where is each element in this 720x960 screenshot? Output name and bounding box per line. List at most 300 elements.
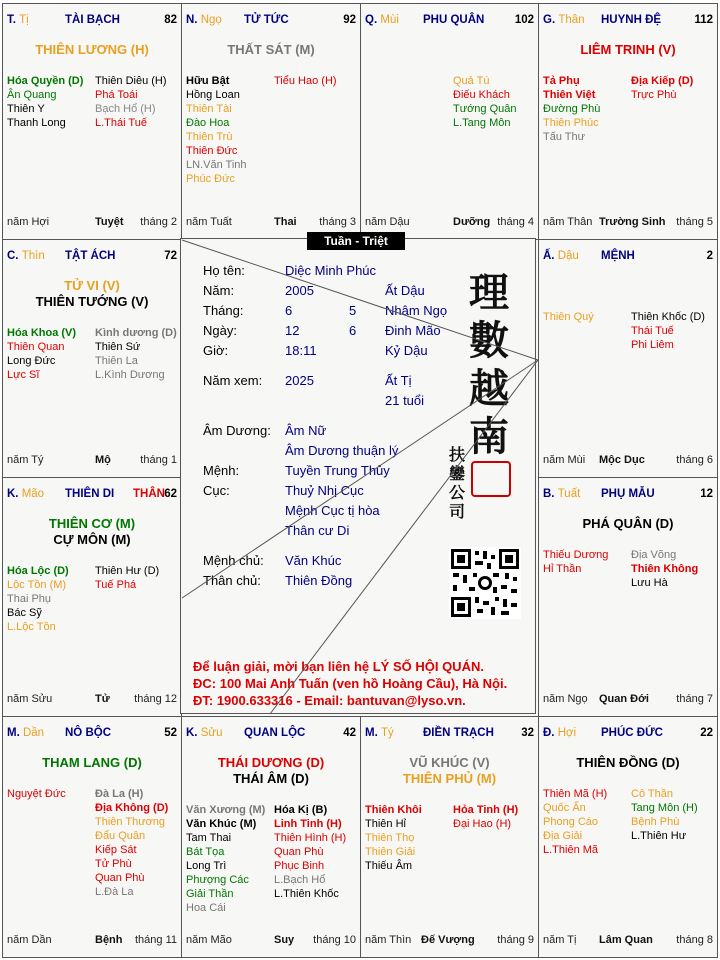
palace-dau-menh[interactable] [538, 239, 718, 478]
palace-stem: Ấ. [543, 250, 555, 262]
minor-star: Địa Kiếp (D) [631, 75, 694, 87]
palace-branch-name: Thân [558, 14, 585, 26]
palace-footer [186, 934, 356, 948]
minor-star: Thiên Phúc [543, 117, 599, 129]
palace-year: năm Hợi [7, 216, 50, 228]
major-stars [3, 516, 181, 548]
minor-star: L.Thiên Khốc [274, 888, 339, 900]
minor-stars-right [453, 803, 518, 831]
minor-star: Thiên Hình (H) [274, 832, 347, 844]
minor-star: Thiên Y [7, 103, 45, 115]
minor-star: Phúc Đức [186, 173, 235, 185]
palace-ty-dien-trach[interactable] [360, 716, 539, 958]
minor-star: Thiên Tài [186, 103, 232, 115]
minor-star: Đại Hao (H) [453, 818, 512, 830]
major-star: THẤT SÁT (M) [227, 42, 315, 57]
minor-star: Thiên Thương [95, 816, 166, 828]
ngay-label: Ngày: [203, 323, 237, 338]
palace-month: tháng 6 [676, 454, 713, 466]
palace-month: tháng 7 [676, 693, 713, 705]
palace-footer [7, 693, 177, 707]
minor-stars-left [7, 787, 66, 801]
minor-star: Thiên Khốc (D) [631, 311, 705, 323]
minor-star: Cô Thần [631, 788, 673, 800]
thang-am-value: 5 [349, 303, 357, 318]
trang-sinh-stage: Suy [274, 934, 295, 946]
minor-star: Hồng Loan [186, 89, 240, 101]
palace-age: 2 [706, 250, 713, 262]
minor-star: Thai Phụ [7, 593, 52, 605]
major-stars [539, 516, 717, 532]
palace-header [365, 14, 534, 28]
palace-age: 112 [694, 14, 713, 26]
palace-header [7, 727, 177, 741]
minor-star: Tấu Thư [543, 131, 586, 143]
palace-branch [543, 727, 576, 739]
calligraphy-logo [469, 269, 509, 461]
trang-sinh-stage: Quan Đới [599, 693, 649, 705]
minor-stars-right [95, 74, 167, 130]
palace-stem: N. [186, 14, 198, 26]
minor-star: Hoa Cái [186, 902, 226, 914]
palace-header [186, 14, 356, 28]
minor-star: Văn Khúc (M) [186, 818, 257, 830]
minor-stars-right [95, 564, 159, 592]
palace-age: 12 [700, 488, 713, 500]
minor-stars-right [274, 803, 346, 901]
nam-value: 2005 [285, 283, 314, 298]
minor-star: Đường Phù [543, 103, 601, 115]
minor-star: Quan Phù [95, 872, 145, 884]
palace-branch [7, 727, 44, 739]
seal-char: 司 [449, 502, 466, 521]
palace-ty-tai-bach[interactable] [2, 3, 182, 240]
minor-stars-right [631, 787, 698, 843]
palace-month: tháng 2 [140, 216, 177, 228]
contact-line-1: Để luận giải, mời bạn liên hệ LÝ SỐ HỘI QUÁN. [193, 659, 484, 674]
palace-stem: B. [543, 488, 555, 500]
gio-label: Giờ: [203, 343, 229, 358]
palace-stem: M. [7, 727, 20, 739]
palace-branch-name: Ngọ [200, 14, 222, 26]
cuc-label: Cục: [203, 483, 230, 498]
palace-branch-name: Sửu [200, 727, 223, 739]
tuoi-value: 21 tuổi [385, 393, 425, 408]
center-info-panel [180, 238, 536, 714]
palace-header [7, 488, 177, 502]
palace-footer [543, 934, 713, 948]
ho-ten-label: Họ tên: [203, 263, 245, 278]
palace-stem: Đ. [543, 727, 555, 739]
minor-star: Tử Phù [95, 858, 132, 870]
major-star: THIÊN LƯƠNG (H) [35, 42, 149, 57]
seal-text [449, 445, 465, 521]
major-star: VŨ KHÚC (V) [409, 755, 490, 770]
menh-label: Mệnh: [203, 463, 240, 478]
minor-star: Tang Môn (H) [631, 802, 698, 814]
palace-footer [7, 216, 177, 230]
minor-star: L.Tang Môn [453, 117, 511, 129]
major-star: CỰ MÔN (M) [53, 532, 131, 547]
palace-title: PHỤ MẪU [601, 488, 655, 500]
minor-star: Thiên Đức [186, 145, 238, 157]
major-stars [539, 755, 717, 771]
minor-star: Thiên Trù [186, 131, 233, 143]
palace-hoi-phuc-duc[interactable] [538, 716, 718, 958]
palace-title: THIÊN DI [65, 488, 115, 500]
minor-star: L.Thiên Mã [543, 844, 599, 856]
palace-header [186, 727, 356, 741]
palace-suu-quan-loc[interactable] [181, 716, 361, 958]
minor-star: Đẩu Quân [95, 830, 146, 842]
palace-thin-tat-ach[interactable] [2, 239, 182, 478]
nam-can-chi: Ất Dậu [385, 283, 425, 298]
major-star: LIÊM TRINH (V) [580, 42, 676, 57]
minor-star: Phục Binh [274, 860, 325, 872]
palace-branch [543, 250, 579, 262]
major-stars [182, 755, 360, 787]
minor-star: Long Đức [7, 355, 56, 367]
gio-can-chi: Kỷ Dậu [385, 343, 428, 358]
palace-age: 72 [164, 250, 177, 262]
menh-value: Tuyền Trung Thủy [285, 463, 390, 478]
thang-label: Tháng: [203, 303, 244, 318]
palace-footer [543, 454, 713, 468]
nam-label: Năm: [203, 283, 235, 298]
minor-star: Thiên Quan [7, 341, 65, 353]
palace-branch-name: Hợi [557, 727, 577, 739]
major-stars [3, 278, 181, 310]
palace-year: năm Mùi [543, 454, 586, 466]
gio-value: 18:11 [285, 343, 317, 358]
minor-star: Quả Tú [453, 75, 490, 87]
minor-stars-left [543, 310, 594, 324]
palace-year: năm Dậu [365, 216, 410, 228]
palace-tuat-phu-mau[interactable] [538, 477, 718, 717]
palace-branch [365, 14, 399, 26]
minor-star: Bác Sỹ [7, 607, 42, 619]
minor-star: Quốc Ấn [543, 802, 586, 814]
minor-star: Bạch Hổ (H) [95, 103, 156, 115]
minor-star: Địa Võng [631, 549, 677, 561]
minor-stars-left [543, 548, 608, 576]
major-star: THÁI ÂM (D) [233, 771, 309, 786]
red-seal-stamp [471, 461, 511, 497]
minor-star: Quan Phù [274, 846, 324, 858]
palace-year: năm Tị [543, 934, 577, 946]
qr-code-icon[interactable] [449, 547, 521, 619]
palace-branch-name: Tuất [557, 488, 581, 500]
minor-star: Văn Xương (M) [186, 804, 266, 816]
ngay-can-chi: Đinh Mão [385, 323, 441, 338]
minor-star: Ân Quang [7, 89, 57, 101]
minor-stars-right [95, 326, 177, 382]
minor-star: L.Bạch Hổ [274, 874, 326, 886]
palace-title: MỆNH [601, 250, 635, 262]
calligraphy-char: 數 [469, 317, 509, 364]
minor-star: Thiếu Dương [543, 549, 609, 561]
minor-star: Thiên Hư (D) [95, 565, 160, 577]
palace-than-huynh-de[interactable] [538, 3, 718, 240]
trang-sinh-stage: Dưỡng [453, 216, 491, 228]
minor-stars-right [274, 74, 337, 88]
palace-branch [186, 727, 222, 739]
palace-footer [543, 216, 713, 230]
minor-star: Bát Tọa [186, 846, 225, 858]
palace-branch [365, 727, 394, 739]
trang-sinh-stage: Thai [274, 216, 297, 228]
palace-branch-name: Thìn [21, 250, 45, 262]
palace-title: PHÚC ĐỨC [601, 727, 663, 739]
palace-mui-phu-quan[interactable] [360, 3, 539, 240]
major-star: TỬ VI (V) [64, 278, 120, 293]
palace-title: QUAN LỘC [244, 727, 306, 739]
palace-year: năm Ngọ [543, 693, 588, 705]
minor-star: Tam Thai [186, 832, 232, 844]
minor-star: Thiên Sứ [95, 341, 141, 353]
palace-header [543, 14, 713, 28]
major-stars [182, 42, 360, 58]
contact-line-2: ĐC: 100 Mai Anh Tuấn (ven hồ Hoàng Cầu), Hà Nội. [193, 676, 508, 691]
minor-star: Thiên Mã (H) [543, 788, 608, 800]
palace-stem: M. [365, 727, 378, 739]
palace-year: năm Tuất [186, 216, 232, 228]
am-duong-ly: Âm Dương thuận lý [285, 443, 399, 458]
minor-star: Địa Không (D) [95, 802, 169, 814]
minor-star: Thanh Long [7, 117, 66, 129]
palace-stem: K. [7, 488, 19, 500]
minor-stars-left [186, 74, 247, 186]
minor-star: Thiên Quý [543, 311, 594, 323]
palace-stem: G. [543, 14, 556, 26]
ho-ten-value: Diệc Minh Phúc [285, 263, 377, 278]
trang-sinh-stage: Lâm Quan [599, 934, 653, 946]
major-star: THIÊN ĐỒNG (D) [576, 755, 680, 770]
palace-age: 92 [343, 14, 356, 26]
seal-char: 鑾 [449, 464, 466, 483]
palace-branch-name: Tị [19, 14, 29, 26]
minor-star: Hóa Khoa (V) [7, 327, 77, 339]
minor-star: Hóa Quyền (D) [7, 75, 84, 87]
palace-branch [7, 250, 45, 262]
major-star: THIÊN PHỦ (M) [402, 771, 497, 786]
palace-age: 82 [164, 14, 177, 26]
cuc-value: Thuỷ Nhị Cục [285, 483, 364, 498]
palace-year: năm Tý [7, 454, 44, 466]
minor-star: Tiểu Hao (H) [274, 75, 337, 87]
minor-star: Lực Sĩ [7, 369, 40, 381]
minor-star: Bệnh Phù [631, 816, 680, 828]
minor-star: Long Trì [186, 860, 227, 872]
palace-footer [365, 216, 534, 230]
minor-stars-right [631, 548, 698, 590]
palace-mao-thien-di[interactable] [2, 477, 182, 717]
trang-sinh-stage: Bệnh [95, 934, 123, 946]
trang-sinh-stage: Trường Sinh [599, 216, 666, 228]
palace-branch [543, 488, 580, 500]
palace-ngo-tu-tuc[interactable] [181, 3, 361, 240]
minor-star: Kiếp Sát [95, 844, 137, 856]
minor-star: Tuế Phá [95, 579, 137, 591]
trang-sinh-stage: Tuyệt [95, 216, 124, 228]
palace-title: TẬT ÁCH [65, 250, 116, 262]
minor-star: Thiên Hỉ [365, 818, 406, 830]
nam-xem-label: Năm xem: [203, 373, 263, 388]
minor-star: Lộc Tồn (M) [7, 579, 67, 591]
minor-star: L.Kình Dương [95, 369, 165, 381]
palace-branch-name: Dậu [557, 250, 579, 262]
minor-star: Hóa Lộc (D) [7, 565, 69, 577]
palace-stem: K. [186, 727, 198, 739]
menh-chu-label: Mệnh chủ: [203, 553, 264, 568]
palace-month: tháng 5 [676, 216, 713, 228]
contact-line-3[interactable]: ĐT: 1900.633316 - Email: bantuvan@lyso.vn. [193, 693, 466, 708]
minor-star: Địa Giải [543, 830, 583, 842]
nam-xem-value: 2025 [285, 373, 314, 388]
calligraphy-char: 越 [469, 365, 509, 412]
minor-stars-left [543, 787, 607, 857]
palace-footer [7, 454, 177, 468]
palace-footer [365, 934, 534, 948]
palace-header [7, 14, 177, 28]
minor-star: Phi Liêm [631, 339, 674, 351]
major-stars [3, 755, 181, 771]
palace-footer [7, 934, 177, 948]
palace-branch [543, 14, 585, 26]
minor-star: Phượng Các [186, 874, 249, 886]
palace-month: tháng 3 [319, 216, 356, 228]
minor-star: Giải Thần [186, 888, 234, 900]
palace-header [543, 488, 713, 502]
than-cu: Thân cư Di [285, 523, 350, 538]
trang-sinh-stage: Mộc Dục [599, 454, 645, 466]
minor-star: Hữu Bật [186, 75, 230, 87]
minor-star: Thái Tuế [631, 325, 674, 337]
minor-star: Nguyệt Đức [7, 788, 66, 800]
minor-star: Thiên Diêu (H) [95, 75, 167, 87]
minor-stars-left [543, 74, 600, 144]
palace-month: tháng 8 [676, 934, 713, 946]
major-stars [3, 42, 181, 58]
major-star: THIÊN TƯỚNG (V) [35, 294, 149, 309]
minor-star: L.Thái Tuế [95, 117, 147, 129]
palace-title: TỬ TỨC [244, 14, 289, 26]
palace-branch [186, 14, 222, 26]
minor-star: Hóa Kị (B) [274, 804, 328, 816]
palace-title: ĐIỀN TRẠCH [423, 727, 494, 739]
palace-header [365, 727, 534, 741]
than-marker: THÂN [133, 488, 165, 500]
minor-star: Thiên Thọ [365, 832, 415, 844]
nam-xem-can-chi: Ất Tị [385, 373, 412, 388]
palace-month: tháng 9 [497, 934, 534, 946]
calligraphy-char: 理 [469, 269, 509, 316]
palace-year: năm Dần [7, 934, 52, 946]
minor-stars-right [631, 310, 705, 352]
minor-star: Hỉ Thần [543, 563, 582, 575]
minor-stars-left [7, 74, 83, 130]
palace-age: 52 [164, 727, 177, 739]
minor-star: Kình dương (D) [95, 327, 177, 339]
major-stars [361, 755, 538, 787]
ngay-am-value: 6 [349, 323, 357, 338]
tuan-triet-badge: Tuần - Triệt [307, 232, 405, 250]
palace-year: năm Mão [186, 934, 232, 946]
minor-star: Tướng Quân [453, 103, 517, 115]
minor-stars-left [7, 564, 69, 634]
palace-age: 22 [700, 727, 713, 739]
minor-star: L.Đà La [95, 886, 134, 898]
minor-star: Thiên La [95, 355, 138, 367]
minor-star: Đào Hoa [186, 117, 230, 129]
palace-header [543, 727, 713, 741]
palace-age: 102 [514, 14, 534, 26]
thang-value: 6 [285, 303, 293, 318]
minor-star: Trực Phù [631, 89, 677, 101]
minor-star: LN.Văn Tinh [186, 159, 247, 171]
palace-branch-name: Mão [21, 488, 45, 500]
seal-char: 扶 [449, 445, 466, 464]
palace-month: tháng 10 [313, 934, 356, 946]
palace-age: 32 [521, 727, 534, 739]
menh-chu-value: Văn Khúc [285, 553, 342, 568]
palace-title: PHU QUÂN [423, 14, 485, 26]
ngay-value: 12 [285, 323, 300, 338]
minor-stars-left [7, 326, 76, 382]
palace-footer [543, 693, 713, 707]
thang-can-chi: Nhâm Ngọ [385, 303, 448, 318]
seal-char: 公 [449, 483, 466, 502]
than-chu-label: Thân chủ: [203, 573, 261, 588]
minor-star: Điếu Khách [453, 89, 510, 101]
minor-star: Tả Phụ [543, 75, 580, 87]
palace-title: HUYNH ĐỆ [601, 14, 662, 26]
major-star: THIÊN CƠ (M) [48, 516, 136, 531]
minor-star: Phá Toái [95, 89, 138, 101]
palace-title: TÀI BẠCH [65, 14, 120, 26]
palace-month: tháng 12 [134, 693, 177, 705]
palace-year: năm Sửu [7, 693, 53, 705]
palace-title: NÔ BỘC [65, 727, 111, 739]
palace-age: 62 [164, 488, 177, 500]
major-star: THAM LANG (D) [42, 755, 142, 770]
palace-year: năm Thân [543, 216, 593, 228]
palace-stem: C. [7, 250, 19, 262]
than-chu-value: Thiên Đồng [285, 573, 353, 588]
minor-star: Thiếu Âm [365, 860, 413, 872]
palace-year: năm Thìn [365, 934, 412, 946]
minor-star: Phong Cáo [543, 816, 599, 828]
minor-star: L.Lộc Tồn [7, 621, 56, 633]
trang-sinh-stage: Tử [95, 693, 110, 705]
calligraphy-char: 南 [469, 413, 509, 460]
cuc-relation: Mệnh Cục tị hòa [285, 503, 380, 518]
minor-star: Linh Tinh (H) [274, 818, 342, 830]
palace-footer [186, 216, 356, 230]
minor-star: L.Thiên Hư [631, 830, 687, 842]
palace-dan-no-boc[interactable] [2, 716, 182, 958]
palace-branch-name: Dần [22, 727, 45, 739]
major-stars [539, 42, 717, 58]
palace-branch-name: Mùi [380, 14, 399, 26]
minor-star: Thiên Không [631, 563, 699, 575]
minor-stars-right [95, 787, 168, 899]
minor-star: Hỏa Tinh (H) [453, 804, 519, 816]
major-star: PHÁ QUÂN (D) [582, 516, 674, 531]
palace-age: 42 [343, 727, 356, 739]
palace-branch [7, 488, 44, 500]
trang-sinh-stage: Mộ [95, 454, 111, 466]
